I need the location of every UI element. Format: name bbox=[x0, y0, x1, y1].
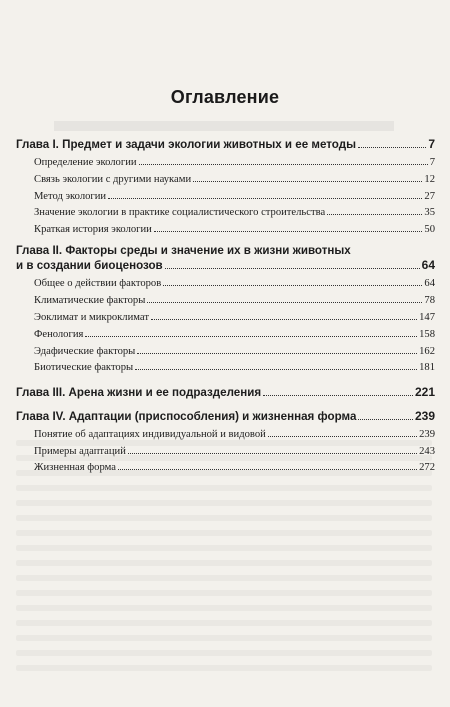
section-title: Фенология bbox=[34, 328, 84, 340]
toc-section[interactable] bbox=[16, 206, 435, 220]
leader-dots bbox=[151, 319, 417, 320]
toc-section[interactable] bbox=[16, 223, 435, 237]
section-title: Эдафические факторы bbox=[34, 345, 136, 357]
leader-dots bbox=[139, 164, 428, 165]
leader-dots bbox=[165, 268, 420, 269]
toc-section[interactable] bbox=[16, 156, 435, 170]
chapter-page: 239 bbox=[414, 408, 435, 423]
section-page: 12 bbox=[424, 173, 435, 185]
leader-dots bbox=[85, 336, 417, 337]
toc-section[interactable] bbox=[16, 345, 435, 359]
toc-section[interactable] bbox=[16, 190, 435, 204]
toc-chapter-4[interactable] bbox=[16, 409, 435, 424]
chapter-page: 7 bbox=[428, 137, 435, 151]
section-page: 50 bbox=[424, 224, 435, 236]
section-title: Общее о действии факторов bbox=[34, 278, 162, 290]
section-page: 243 bbox=[419, 445, 435, 457]
section-page: 7 bbox=[429, 157, 435, 168]
toc-section[interactable] bbox=[16, 294, 435, 308]
section-title: Связь экологии с другими науками bbox=[34, 173, 192, 185]
section-title: Примеры адаптаций bbox=[34, 445, 126, 457]
toc-section[interactable] bbox=[16, 173, 435, 187]
chapter-title: Глава I. Предмет и задачи экологии животных и ее методы bbox=[16, 138, 356, 151]
section-page: 64 bbox=[424, 278, 435, 290]
section-page: 147 bbox=[419, 312, 435, 324]
section-page: 239 bbox=[419, 428, 435, 440]
section-title: Краткая история экологии bbox=[34, 224, 152, 236]
toc-section[interactable] bbox=[16, 328, 435, 342]
section-page: 162 bbox=[419, 345, 435, 357]
section-title: Биотические факторы bbox=[34, 362, 134, 374]
show-through-lines bbox=[34, 117, 414, 135]
leader-dots bbox=[135, 369, 417, 370]
leader-dots bbox=[358, 147, 426, 148]
toc-chapter-2[interactable] bbox=[16, 243, 435, 273]
toc-chapter-1[interactable] bbox=[16, 137, 435, 152]
section-title: Значение экологии в практике социалистического строительства bbox=[34, 207, 326, 219]
section-page: 27 bbox=[424, 190, 435, 202]
chapter-page: 64 bbox=[421, 258, 435, 273]
table-of-contents bbox=[16, 137, 435, 476]
toc-chapter-3[interactable] bbox=[16, 385, 435, 400]
chapter-title: Глава IV. Адаптации (приспособления) и жизненная форма bbox=[16, 409, 357, 423]
leader-dots bbox=[108, 198, 422, 199]
leader-dots bbox=[163, 285, 422, 286]
chapter-title: Глава III. Арена жизни и ее подразделения bbox=[16, 385, 262, 399]
leader-dots bbox=[358, 419, 413, 420]
section-page: 272 bbox=[419, 462, 435, 474]
toc-section[interactable] bbox=[16, 361, 435, 375]
section-title: Эоклимат и микроклимат bbox=[34, 312, 149, 324]
section-title: Определение экологии bbox=[34, 157, 137, 168]
section-title: Климатические факторы bbox=[34, 295, 146, 307]
toc-section[interactable] bbox=[16, 277, 435, 291]
toc-section[interactable] bbox=[16, 311, 435, 325]
section-page: 181 bbox=[419, 362, 435, 374]
page-title: Оглавление bbox=[170, 87, 280, 107]
chapter-page: 221 bbox=[414, 384, 435, 399]
section-title: Понятие об адаптациях индивидуальной и видовой bbox=[34, 428, 266, 440]
leader-dots bbox=[268, 436, 417, 437]
leader-dots bbox=[327, 214, 422, 215]
leader-dots bbox=[263, 395, 413, 396]
section-page: 78 bbox=[424, 295, 435, 307]
section-page: 35 bbox=[424, 207, 435, 219]
leader-dots bbox=[193, 181, 422, 182]
show-through-paragraphs bbox=[16, 440, 432, 680]
chapter-title-line-2: и в создании биоценозов bbox=[16, 259, 163, 273]
section-title: Жизненная форма bbox=[34, 462, 116, 474]
section-page: 158 bbox=[419, 328, 435, 340]
chapter-title-line-1: Глава II. Факторы среды и значение их в жизни животных bbox=[16, 244, 351, 258]
leader-dots bbox=[137, 353, 417, 354]
section-title: Метод экологии bbox=[34, 190, 107, 202]
leader-dots bbox=[147, 302, 422, 303]
leader-dots bbox=[154, 231, 423, 232]
